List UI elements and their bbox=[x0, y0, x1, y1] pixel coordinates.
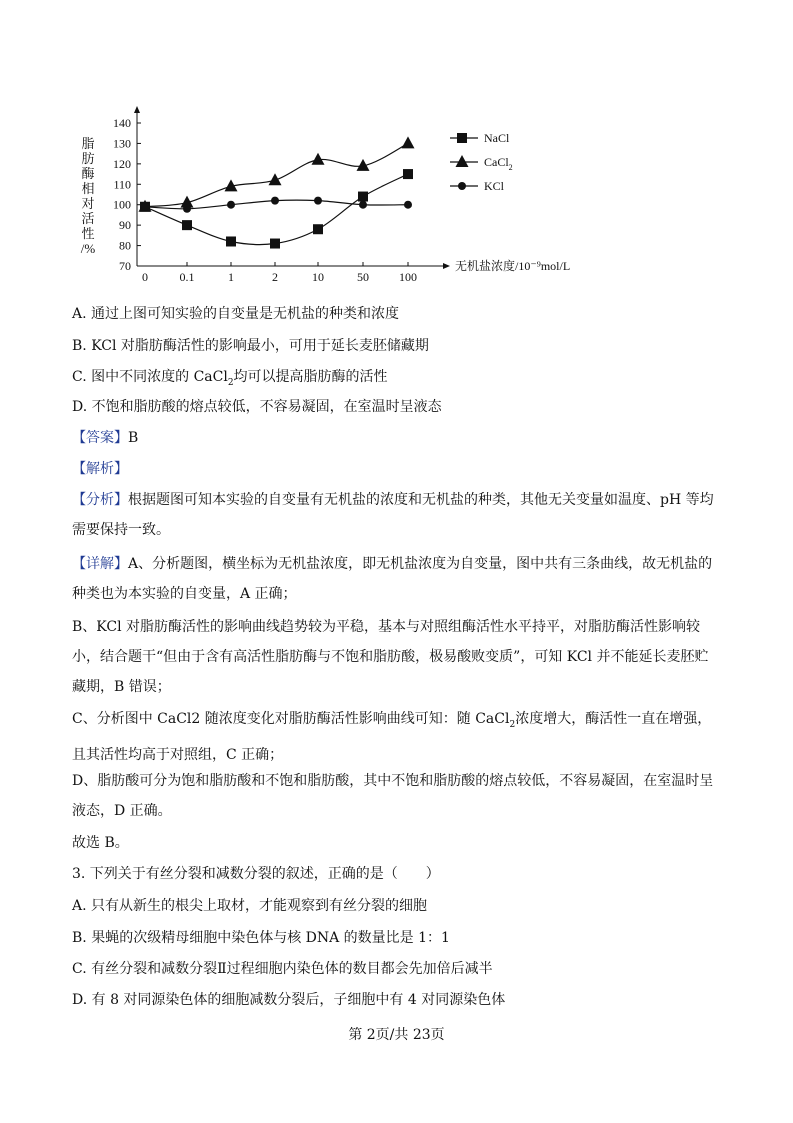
answer-value: B bbox=[128, 430, 139, 446]
xiangjie-c-text: C、分析图中 CaCl2 随浓度变化对脂肪酶活性影响曲线可知：随 CaCl bbox=[72, 711, 510, 727]
y-tick-label: 100 bbox=[113, 197, 131, 212]
y-tick-label: 70 bbox=[119, 259, 131, 273]
xiangjie-a-paragraph bbox=[72, 549, 722, 609]
data-point-nacl bbox=[358, 192, 368, 202]
y-axis-label-char: 活 bbox=[81, 211, 95, 226]
y-tick-label: 80 bbox=[119, 238, 131, 253]
x-tick-label: 10 bbox=[312, 270, 324, 284]
xiangjie-tag: 【详解】 bbox=[72, 556, 128, 572]
data-point-kcl bbox=[227, 201, 235, 209]
y-tick-label: 110 bbox=[113, 177, 131, 192]
x-axis-arrow bbox=[443, 263, 450, 269]
y-tick-label: 130 bbox=[113, 136, 131, 151]
legend-marker-nacl bbox=[457, 133, 467, 143]
option-a: A. 通过上图可知实验的自变量是无机盐的种类和浓度 bbox=[72, 306, 400, 322]
xiangjie-c-subscript: 2 bbox=[509, 719, 516, 730]
y-axis-label-char: 对 bbox=[81, 196, 95, 211]
data-point-kcl bbox=[183, 205, 191, 213]
answer-tag: 【答案】 bbox=[72, 430, 128, 446]
fenxi-tag: 【分析】 bbox=[72, 492, 128, 508]
data-point-nacl bbox=[403, 169, 413, 179]
data-point-kcl bbox=[314, 197, 322, 205]
q3-option-b: B. 果蝇的次级精母细胞中染色体与核 DNA 的数量比是 1：1 bbox=[72, 930, 450, 946]
legend-marker-cacl2 bbox=[456, 155, 469, 167]
data-point-cacl2 bbox=[312, 153, 325, 165]
data-point-kcl bbox=[141, 203, 149, 211]
y-axis-label-char: 脂 bbox=[81, 136, 95, 151]
data-point-cacl2 bbox=[269, 173, 282, 185]
option-b: B. KCl 对脂肪酶活性的影响最小，可用于延长麦胚储藏期 bbox=[72, 338, 429, 354]
legend-label-nacl: NaCl bbox=[484, 131, 510, 145]
conclusion: 故选 B。 bbox=[72, 835, 129, 851]
xiangjie-a-text: A、分析题图，横坐标为无机盐浓度，即无机盐浓度为自变量，图中共有三条曲线，故无机盐的种类也为本实验的自变量，A 正确； bbox=[72, 556, 713, 602]
y-axis-label-char: 酶 bbox=[81, 166, 95, 181]
analysis-tag: 【解析】 bbox=[72, 461, 128, 477]
q3-option-a: A. 只有从新生的根尖上取材，才能观察到有丝分裂的细胞 bbox=[72, 898, 428, 914]
y-axis-label-char: 肪 bbox=[81, 151, 95, 166]
xiangjie-b-paragraph: B、KCl 对脂肪酶活性的影响曲线趋势较为平稳，基本与对照组酶活性水平持平，对脂肪酶活性影响较小，结合题干“但由于含有高活性脂肪酶与不饱和脂肪酸，极易酸败变质”，可知 KCl 并不能延长麦胚贮藏期，B 错误； bbox=[72, 619, 709, 695]
x-tick-label: 100 bbox=[399, 270, 417, 284]
option-c-text: C. 图中不同浓度的 CaCl bbox=[72, 369, 228, 385]
option-c-subscript: 2 bbox=[227, 377, 234, 388]
option-d: D. 不饱和脂肪酸的熔点较低，不容易凝固，在室温时呈液态 bbox=[72, 399, 442, 415]
xiangjie-c-text-end: 浓度增大，酶活性一直在增强，且其活性均高于对照组，C 正确； bbox=[72, 711, 712, 763]
x-tick-label: 2 bbox=[272, 270, 278, 284]
x-tick-label: 1 bbox=[228, 270, 234, 284]
q3-option-c: C. 有丝分裂和减数分裂Ⅱ过程细胞内染色体的数目都会先加倍后减半 bbox=[72, 961, 493, 977]
y-axis-label-char: /% bbox=[80, 241, 96, 256]
legend-label-cacl2: CaCl$_2$ bbox=[484, 155, 513, 172]
data-point-kcl bbox=[271, 197, 279, 205]
y-axis-label-char: 相 bbox=[81, 181, 95, 196]
fenxi-text: 根据题图可知本实验的自变量有无机盐的浓度和无机盐的种类，其他无关变量如温度、pH 等均需要保持一致。 bbox=[72, 492, 714, 538]
data-point-kcl bbox=[359, 201, 367, 209]
y-tick-label: 140 bbox=[113, 116, 131, 130]
question-3-stem: 3. 下列关于有丝分裂和减数分裂的叙述，正确的是（ ） bbox=[72, 866, 440, 882]
option-c-text-end: 均可以提高脂肪酶的活性 bbox=[233, 369, 388, 385]
data-point-kcl bbox=[404, 201, 412, 209]
legend-label-kcl: KCl bbox=[484, 179, 505, 193]
y-tick-label: 120 bbox=[113, 156, 131, 171]
x-tick-label: 0.1 bbox=[179, 270, 195, 284]
x-axis-label: 无机盐浓度/10⁻⁹mol/L bbox=[455, 259, 571, 273]
x-tick-label: 50 bbox=[357, 270, 369, 284]
xiangjie-c-paragraph bbox=[72, 704, 722, 770]
data-point-nacl bbox=[226, 236, 236, 246]
lipase-activity-chart bbox=[70, 100, 610, 285]
data-point-nacl bbox=[313, 224, 323, 234]
page-footer: 第 2页/共 23页 bbox=[348, 1027, 445, 1043]
legend-marker-kcl bbox=[458, 182, 466, 190]
data-point-nacl bbox=[182, 220, 192, 230]
option-c bbox=[72, 367, 388, 393]
x-tick-label: 0 bbox=[142, 270, 148, 284]
fenxi-paragraph bbox=[72, 485, 722, 545]
data-point-cacl2 bbox=[402, 136, 415, 148]
y-tick-label: 90 bbox=[119, 218, 131, 233]
data-point-nacl bbox=[270, 239, 280, 249]
q3-option-d: D. 有 8 对同源染色体的细胞减数分裂后，子细胞中有 4 对同源染色体 bbox=[72, 992, 506, 1008]
y-axis-arrow bbox=[134, 106, 140, 113]
xiangjie-d-paragraph: D、脂肪酸可分为饱和脂肪酸和不饱和脂肪酸，其中不饱和脂肪酸的熔点较低，不容易凝固，在室温时呈液态，D 正确。 bbox=[72, 773, 714, 819]
y-axis-label-char: 性 bbox=[81, 226, 95, 241]
answer-line bbox=[72, 428, 138, 448]
analysis-heading bbox=[72, 459, 128, 479]
